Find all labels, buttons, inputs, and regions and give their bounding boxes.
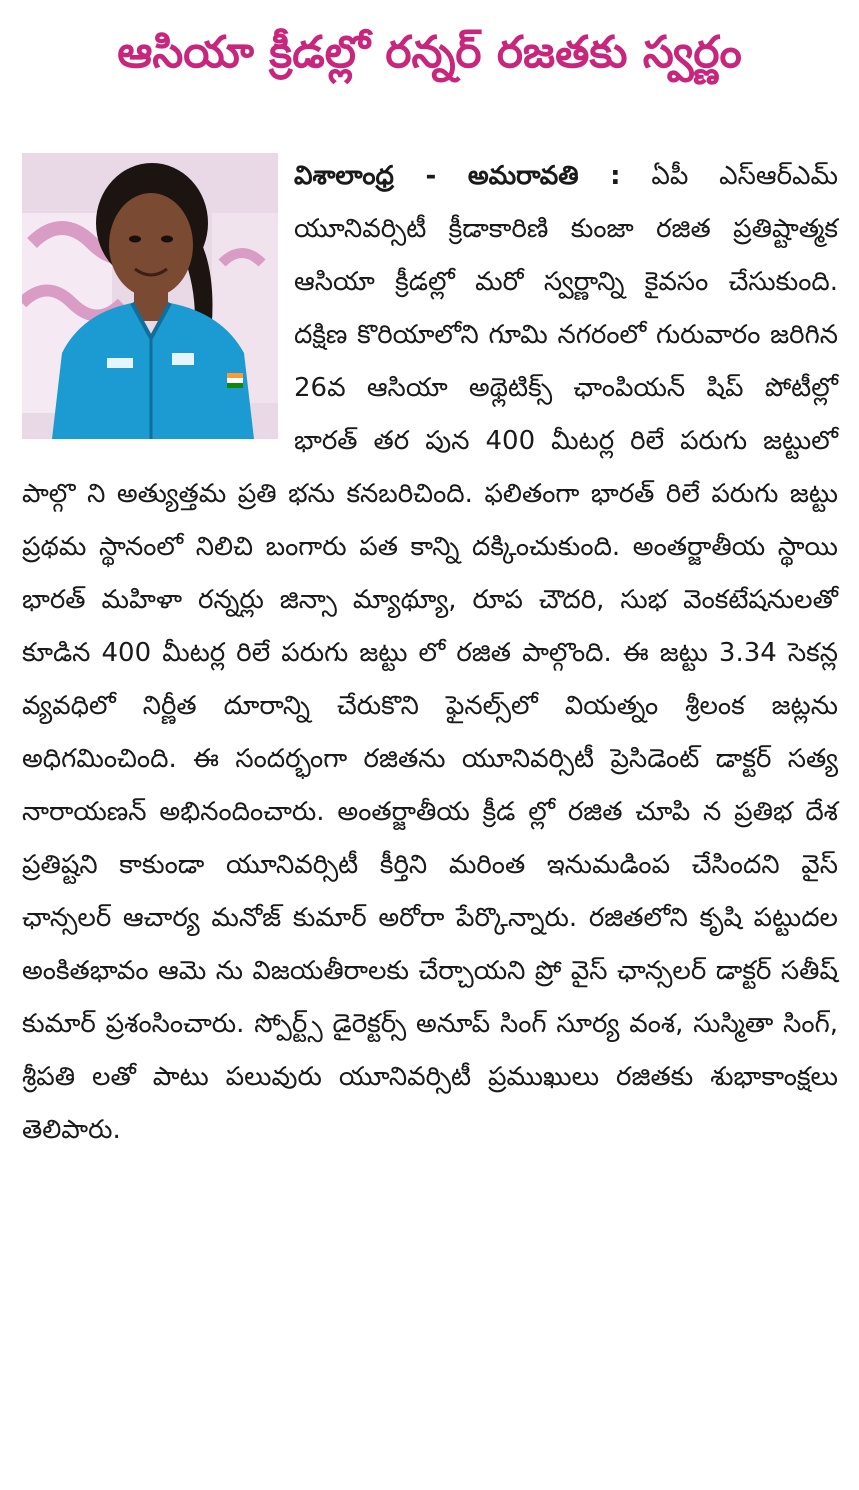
- article-body: [22, 150, 838, 1157]
- article-text: ఏపీ ఎస్ఆర్ఎమ్ యూనివర్సిటీ క్రీడాకారిణి కుంజా రజిత ప్రతిష్టాత్మక ఆసియా క్రీడల్లో మరో స్వర్ణాన్ని కైవసం చేసుకుంది. దక్షిణ కొరియాలోని గూమి నగరంలో గురువారం జరిగిన 26వ ఆసియా అథ్లెటిక్స్ ఛాంపియన్ షిప్ పోటీల్లో భారత్ తర పున 400 మీటర్ల రిలే పరుగు జట్టులో పాల్గొ ని అత్యుత్తమ ప్రతి భను కనబరిచింది. ఫలితంగా భారత్ రిలే పరుగు జట్టు ప్రథమ స్థానంలో నిలిచి బంగారు పత కాన్ని దక్కించుకుంది. అంతర్జాతీయ స్థాయి భారత్ మహిళా రన్నర్లు జిన్సా మ్యాథ్యూ, రూప చౌదరి, సుభ వెంకటేషనులతో కూడిన 400 మీటర్ల రిలే పరుగు జట్టు లో రజిత పాల్గొంది. ఈ జట్టు 3.34 సెకన్ల వ్యవధిలో నిర్ణీత దూరాన్ని చేరుకొని ఫైనల్స్‌లో వియత్నం శ్రీలంక జట్లను అధిగమించింది. ఈ సందర్భంగా రజితను యూనివర్సిటీ ప్రెసిడెంట్ డాక్టర్ సత్య నారాయణన్ అభినందించారు. అంతర్జాతీయ క్రీడ ల్లో రజిత చూపి న ప్రతిభ దేశ ప్రతిష్టని కాకుండా యూనివర్సిటీ కీర్తిని మరింత ఇనుమడింప చేసిందని వైస్ ఛాన్సలర్ ఆచార్య మనోజ్ కుమార్ అరోరా పేర్కొన్నారు. రజితలోని కృషి పట్టుదల అంకితభావం ఆమె ను విజయతీరాలకు చేర్చాయని ప్రో వైస్ ఛాన్సలర్ డాక్టర్ సతీష్ కుమార్ ప్రశంసించారు. స్పోర్ట్స్ డైరెక్టర్స్ అనూప్ సింగ్ సూర్య వంశ, సుస్మితా సింగ్, శ్రీపతి లతో పాటు పలువురు యూనివర్సిటీ ప్రముఖులు రజితకు శుభాకాంక్షలు తెలిపారు.: [22, 161, 839, 1145]
- headline: ఆసియా క్రీడల్లో రన్నర్ రజతకు స్వర్ణం: [117, 27, 742, 78]
- byline: విశాలాంధ్ర - అమరావతి :: [294, 161, 621, 191]
- photo-spacer: [22, 150, 294, 440]
